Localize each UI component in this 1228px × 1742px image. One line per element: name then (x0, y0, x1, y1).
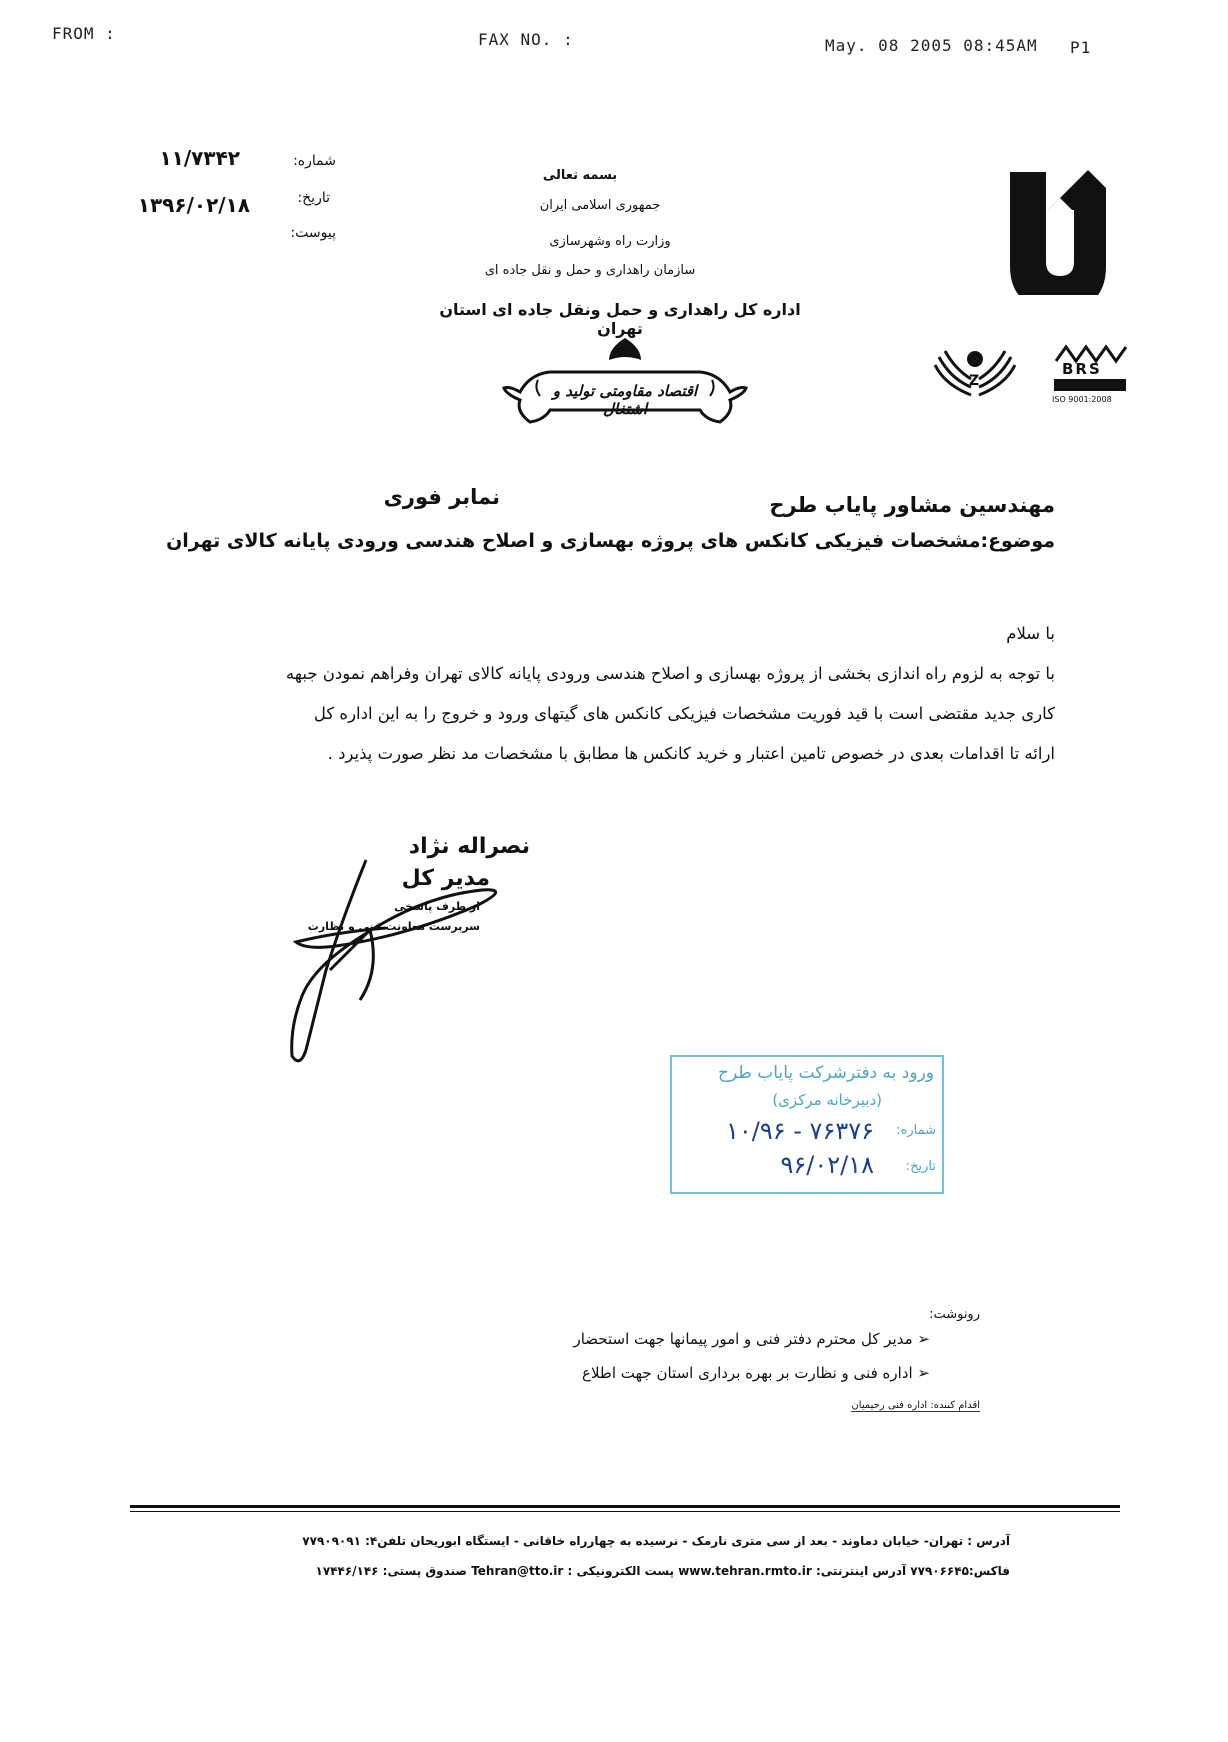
ministry-name: وزارت راه وشهرسازی (549, 234, 671, 249)
body-line-3: ارائه تا اقدامات بعدی در خصوص تامین اعتبار و خرید کانکس ها مطابق با مشخصات مد نظر صورت پذیرد . (327, 744, 1055, 763)
road-transport-logo-icon (1008, 168, 1108, 295)
stamp-number-value: ۷۶۳۷۶ - ۱۰/۹۶ (725, 1117, 874, 1145)
stamp-number-label: شماره: (896, 1123, 936, 1138)
action-note-text: اقدام کننده: اداره فنی رحیمیان (851, 1400, 980, 1411)
fax-timestamp: May. 08 2005 08:45AM (825, 36, 1038, 55)
action-note (780, 1400, 980, 1411)
fax-from: FROM : (52, 24, 116, 43)
fax-number: FAX NO. : (478, 30, 574, 49)
number-label: شماره: (293, 153, 336, 169)
svg-text:Z: Z (969, 373, 980, 389)
date-value: ۱۳۹۶/۰۲/۱۸ (137, 193, 250, 217)
subject-line: موضوع:مشخصات فیزیکی کانکس های پروژه بهسازی و اصلاح هندسی ورودی پایانه کالای تهران (166, 530, 1055, 552)
letter-body (170, 614, 1055, 774)
copies-label: رونوشت: (929, 1307, 980, 1322)
stamp-line-2: (دبیرخانه مرکزی) (772, 1091, 882, 1109)
stamp-line-1: ورود به دفترشرکت پایاب طرح (718, 1063, 934, 1083)
fax-page: P1 (1070, 38, 1092, 57)
signature-block (270, 820, 540, 1070)
copy-item-2 (560, 1364, 930, 1382)
copy-item-1-text: مدیر کل محترم دفتر فنی و امور پیمانها جهت استحضار (573, 1330, 913, 1348)
organization-name: سازمان راهداری و حمل و نقل جاده ای (484, 263, 696, 278)
footer-contact: فاکس:۷۷۹۰۶۶۴۵ آدرس اینترنتی: www.tehran.rmto.ir پست الکترونیکی : Tehran@tto.ir صندوق پستی: ۱۷۴۴۶/۱۴۶ (315, 1564, 1010, 1578)
greeting: با سلام (1006, 624, 1055, 643)
stamp-date-value: ۹۶/۰۲/۱۸ (780, 1151, 874, 1179)
slogan-emblem (500, 330, 750, 430)
brs-iso-logo (1050, 343, 1130, 411)
footer-rule-thick (130, 1505, 1120, 1508)
arrow-icon: ➢ (917, 1364, 930, 1382)
attachment-label: پیوست: (290, 225, 336, 241)
body-line-1: با توجه به لزوم راه اندازی بخشی از پروژه بهسازی و اصلاح هندسی ورودی پایانه کالای تهران وفراهم نمودن جبهه (285, 664, 1055, 683)
date-label: تاریخ: (297, 190, 330, 206)
republic-name: جمهوری اسلامی ایران (539, 198, 661, 213)
copy-item-2-text: اداره فنی و نظارت بر بهره برداری استان جهت اطلاع (582, 1364, 913, 1382)
invocation: بسمه تعالی (542, 168, 618, 183)
brs-text: BRS (1062, 360, 1102, 378)
deputy-title: سرپرست معاونت فنی و نظارت (307, 920, 480, 933)
signer-name: نصراله نژاد (408, 834, 530, 859)
slogan-text: اقتصاد مقاومتی تولید و اشتغال (552, 382, 698, 418)
on-behalf: از طرف پاسخی (394, 900, 480, 913)
office-name: اداره کل راهداری و حمل ونقل جاده ای استان تهران (439, 300, 801, 338)
signer-title: مدیر کل (401, 866, 490, 891)
number-value: ۱۱/۷۳۴۲ (159, 146, 240, 170)
iso-text: ISO 9001:2008 (1052, 395, 1112, 404)
body-line-2: کاری جدید مقتضی است با قید فوریت مشخصات فیزیکی کانکس های گیتهای ورود و خروج را به این اداره کل (313, 704, 1055, 723)
footer-rule-thin (130, 1511, 1120, 1512)
arrow-icon: ➢ (917, 1330, 930, 1348)
copy-item-1 (530, 1330, 930, 1348)
footer-address: آدرس : تهران- خیابان دماوند - بعد از سی متری نارمک - نرسیده به چهارراه خاقانی - ایستگاه ابوریحان تلفن۴: ۷۷۹۰۹۰۹۱ (302, 1534, 1010, 1548)
recipient: مهندسین مشاور پایاب طرح (769, 493, 1055, 517)
stamp-date-label: تاریخ: (905, 1159, 936, 1174)
certification-wings-icon (925, 345, 1025, 405)
urgency-label: نمابر فوری (383, 485, 500, 509)
receipt-stamp (670, 1055, 944, 1194)
